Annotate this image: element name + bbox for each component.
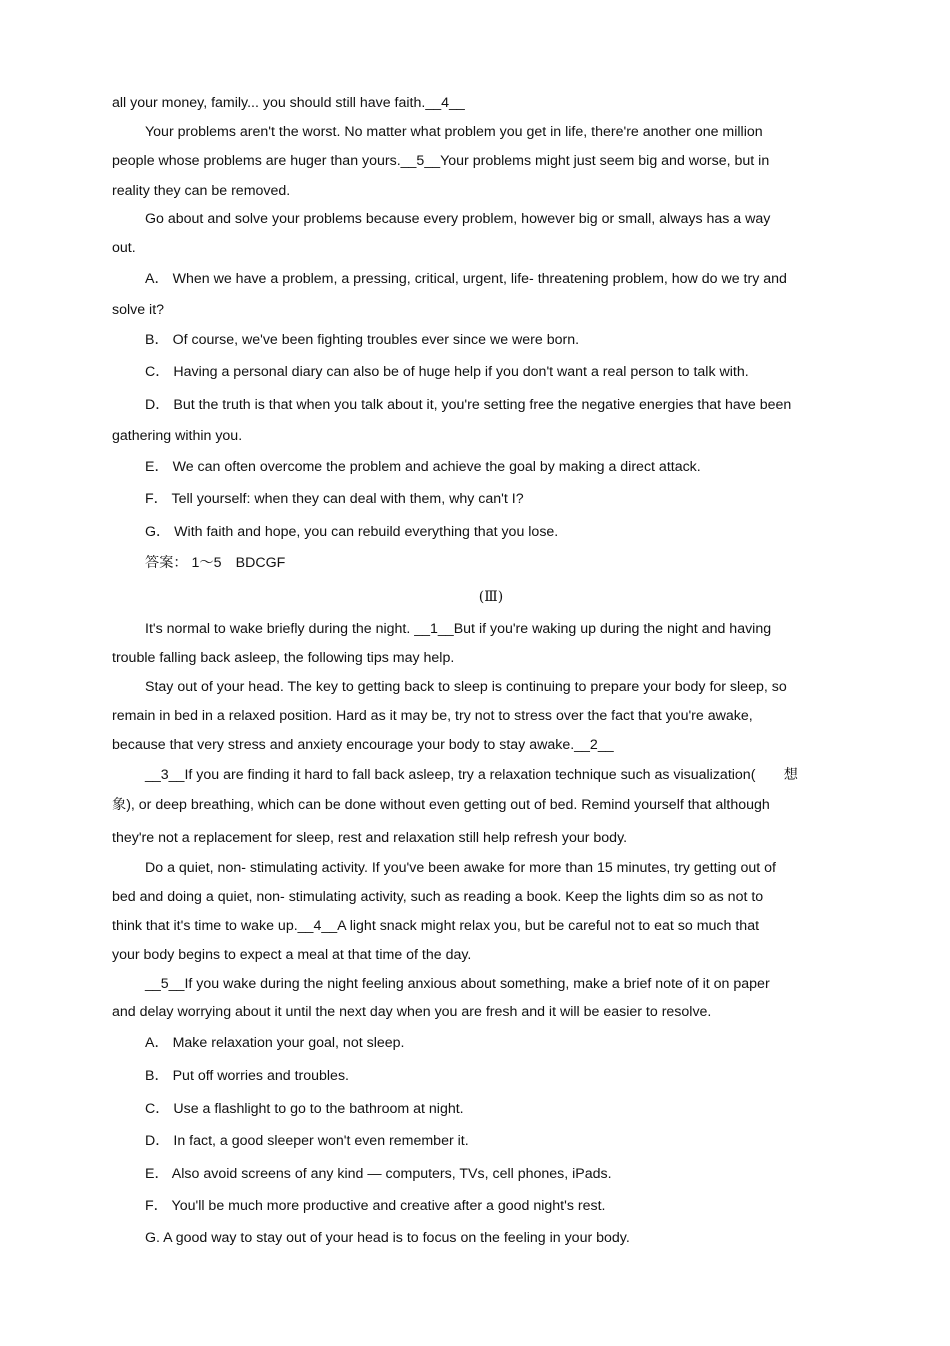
text-line: your body begins to expect a meal at that time of the day. [112,947,472,963]
text-line: Go about and solve your problems because every problem, however big or small, always has a way [145,211,771,227]
text-line: reality they can be removed. [112,183,291,199]
text-line: and delay worrying about it until the next day when you are fresh and it will be easier to resolve. [112,1004,712,1020]
text-line: out. [112,240,136,256]
option-line: E． Also avoid screens of any kind — computers, TVs, cell phones, iPads. [145,1166,612,1182]
option-line: E． We can often overcome the problem and achieve the goal by making a direct attack. [145,459,701,475]
text-line: remain in bed in a relaxed position. Hard as it may be, try not to stress over the fact that you're awake, [112,708,753,724]
text-line: trouble falling back asleep, the following tips may help. [112,650,455,666]
option-line: G． With faith and hope, you can rebuild everything that you lose. [145,524,559,540]
text-line: bed and doing a quiet, non- stimulating activity, such as reading a book. Keep the lights dim so as not to [112,889,764,905]
option-line: G. A good way to stay out of your head is to focus on the feeling in your body. [145,1230,630,1246]
text-line: It's normal to wake briefly during the night. __1__But if you're waking up during the night and having [145,621,772,637]
text-line: solve it? [112,302,165,318]
option-line: A． Make relaxation your goal, not sleep. [145,1035,405,1051]
text-line: 象), or deep breathing, which can be done without even getting out of bed. Remind yourself that although [112,797,770,813]
section-heading: (Ⅲ) [478,589,504,605]
option-line: C． Having a personal diary can also be of huge help if you don't want a real person to talk with. [145,364,749,380]
option-line: C． Use a flashlight to go to the bathroom at night. [145,1101,464,1117]
option-line: D． But the truth is that when you talk about it, you're setting free the negative energies that have been [145,397,792,413]
text-line: all your money, family... you should still have faith.__4__ [112,95,465,111]
text-line: people whose problems are huger than yours.__5__Your problems might just seem big and worse, but in [112,153,770,169]
option-line: B． Put off worries and troubles. [145,1068,349,1084]
text-line: __3__If you are finding it hard to fall back asleep, try a relaxation technique such as visualization( 想 [145,767,798,783]
text-line: Do a quiet, non- stimulating activity. If you've been awake for more than 15 minutes, try getting out of [145,860,776,876]
text-line: they're not a replacement for sleep, rest and relaxation still help refresh your body. [112,830,628,846]
option-line: A． When we have a problem, a pressing, critical, urgent, life- threatening problem, how do we try and [145,271,787,287]
text-line: gathering within you. [112,428,243,444]
option-line: F． You'll be much more productive and creative after a good night's rest. [145,1198,606,1214]
answer-line: 答案： 1～5 BDCGF [145,555,286,571]
option-line: D． In fact, a good sleeper won't even remember it. [145,1133,469,1149]
text-line: because that very stress and anxiety encourage your body to stay awake.__2__ [112,737,614,753]
text-line: think that it's time to wake up.__4__A light snack might relax you, but be careful not to eat so much that [112,918,760,934]
text-line: Stay out of your head. The key to getting back to sleep is continuing to prepare your body for sleep, so [145,679,787,695]
option-line: B． Of course, we've been fighting troubles ever since we were born. [145,332,580,348]
text-line: Your problems aren't the worst. No matter what problem you get in life, there're another one million [145,124,763,140]
option-line: F． Tell yourself: when they can deal with them, why can't I? [145,491,524,507]
text-line: __5__If you wake during the night feeling anxious about something, make a brief note of it on paper [145,976,770,992]
